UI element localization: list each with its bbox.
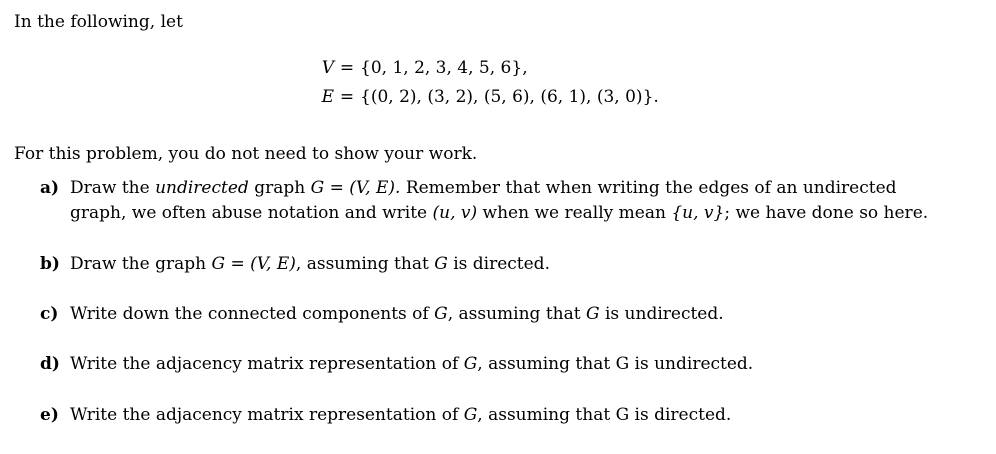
item-math: G = (V, E). (310, 178, 401, 198)
item-text: when we really mean (477, 203, 672, 223)
item-text: Write down the connected components of (70, 304, 435, 324)
equation-lhs: E (321, 87, 334, 107)
problem-item-c (40, 302, 960, 327)
item-text: graph (248, 178, 311, 198)
item-text: , assuming that (447, 304, 586, 324)
equation-lhs: V (321, 58, 334, 78)
item-math: G (463, 405, 478, 425)
item-math: G (585, 304, 600, 324)
item-text: Remember that when writing the edges of an undirected (400, 178, 897, 198)
item-label: a) (40, 178, 60, 198)
edge-set-equation (300, 86, 659, 108)
item-math: G (463, 354, 478, 374)
item-text: is undirected. (599, 304, 724, 324)
item-math: G (434, 304, 448, 324)
problem-item-b (40, 252, 960, 277)
item-label: b) (40, 254, 60, 274)
item-text: graph, we often abuse notation and write (70, 203, 433, 223)
item-text: , assuming that (295, 254, 435, 274)
equation-rhs: {(0, 2), (3, 2), (5, 6), (6, 1), (3, 0)}. (360, 87, 659, 107)
item-text: Draw the (70, 178, 156, 198)
item-text: Draw the graph (70, 254, 212, 274)
item-text: is directed. (447, 254, 550, 274)
item-text: Write the adjacency matrix representation of (70, 405, 464, 425)
item-math: {u, v} (671, 203, 725, 223)
item-label: d) (40, 354, 60, 374)
item-text: Write the adjacency matrix representation of (70, 354, 464, 374)
item-emphasis: undirected (155, 178, 249, 198)
item-math: (u, v) (432, 203, 478, 223)
intro-text: In the following, let (14, 12, 183, 32)
equation-relation: = (339, 87, 355, 107)
equation-relation: = (339, 58, 355, 78)
item-label: e) (40, 405, 59, 425)
equation-rhs: {0, 1, 2, 3, 4, 5, 6}, (360, 58, 528, 78)
instruction-note: For this problem, you do not need to show your work. (14, 144, 478, 164)
item-text: , assuming that G is undirected. (477, 354, 754, 374)
item-text: , assuming that G is directed. (477, 405, 732, 425)
item-label: c) (40, 304, 59, 324)
item-text: ; we have done so here. (724, 203, 929, 223)
problem-item-a (40, 176, 960, 226)
problem-item-e (40, 403, 960, 428)
problem-item-d (40, 352, 960, 377)
vertex-set-equation (300, 57, 528, 79)
item-math: G (434, 254, 448, 274)
item-math: G = (V, E) (211, 254, 296, 274)
